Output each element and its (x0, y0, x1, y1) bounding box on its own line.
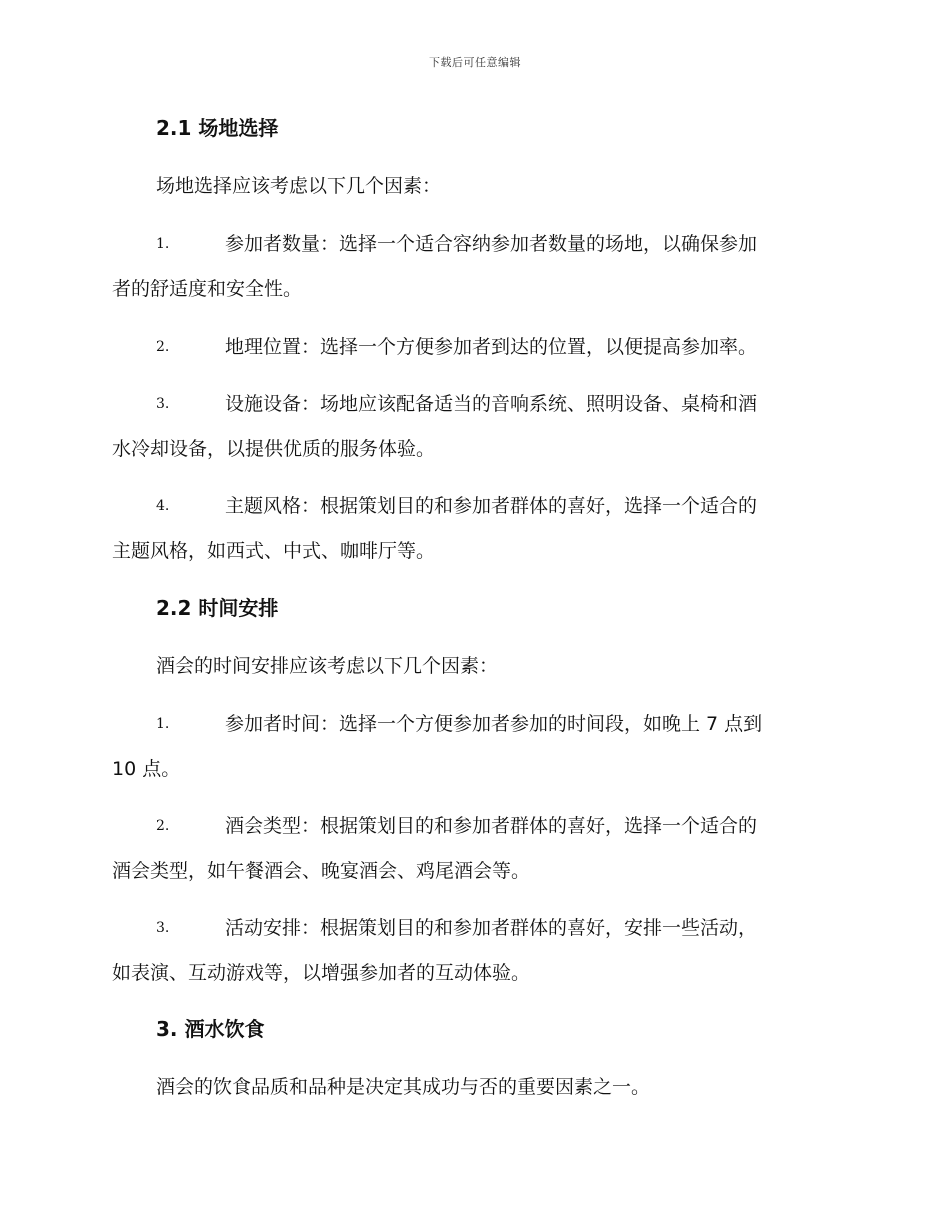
list-number: 2. (156, 339, 170, 355)
list-item-line: 活动安排：根据策划目的和参加者群体的喜好，安排一些活动， (225, 917, 758, 939)
section-intro-3: 酒会的饮食品质和品种是决定其成功与否的重要因素之一。 (156, 1076, 651, 1098)
list-number: 3. (156, 920, 170, 936)
list-number: 4. (156, 498, 170, 514)
list-item-line: 主题风格：根据策划目的和参加者群体的喜好，选择一个适合的 (225, 495, 758, 517)
section-heading-2-1: 2.1 场地选择 (156, 116, 279, 140)
list-number: 1. (156, 236, 170, 252)
page-header: 下载后可任意编辑 (429, 56, 521, 69)
list-item-continuation: 主题风格，如西式、中式、咖啡厅等。 (112, 540, 436, 562)
list-item-line: 参加者时间：选择一个方便参加者参加的时间段，如晚上 7 点到 (225, 713, 763, 735)
list-number: 1. (156, 716, 170, 732)
list-item-continuation: 水冷却设备，以提供优质的服务体验。 (112, 438, 436, 460)
list-item-line: 地理位置：选择一个方便参加者到达的位置，以便提高参加率。 (225, 336, 758, 358)
list-item-line: 设施设备：场地应该配备适当的音响系统、照明设备、桌椅和酒 (225, 393, 758, 415)
list-number: 3. (156, 396, 170, 412)
section-heading-2-2: 2.2 时间安排 (156, 596, 279, 620)
list-number: 2. (156, 818, 170, 834)
section-intro-2-1: 场地选择应该考虑以下几个因素： (156, 175, 442, 197)
section-heading-3: 3. 酒水饮食 (156, 1017, 265, 1041)
list-item-continuation: 如表演、互动游戏等，以增强参加者的互动体验。 (112, 962, 531, 984)
list-item-line: 参加者数量：选择一个适合容纳参加者数量的场地，以确保参加 (225, 233, 758, 255)
list-item-continuation: 者的舒适度和安全性。 (112, 278, 303, 300)
list-item-continuation: 酒会类型，如午餐酒会、晚宴酒会、鸡尾酒会等。 (112, 860, 531, 882)
list-item-line: 酒会类型：根据策划目的和参加者群体的喜好，选择一个适合的 (225, 815, 758, 837)
list-item-continuation: 10 点。 (112, 758, 181, 780)
section-intro-2-2: 酒会的时间安排应该考虑以下几个因素： (156, 655, 499, 677)
